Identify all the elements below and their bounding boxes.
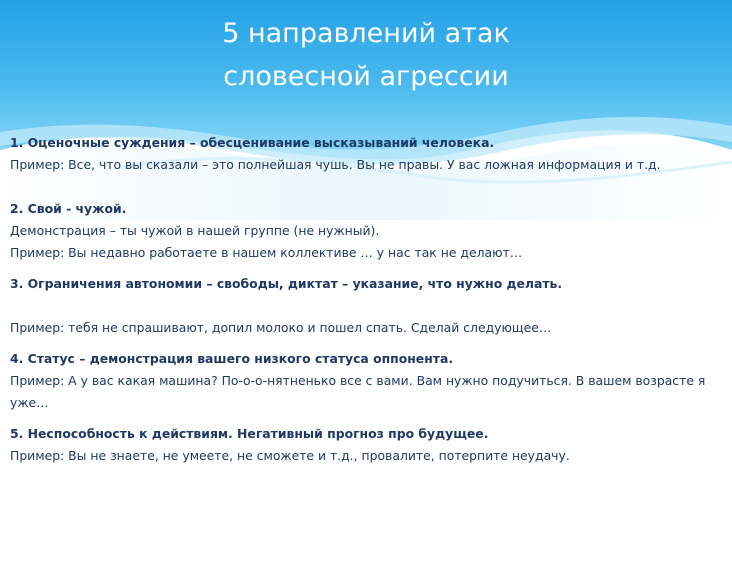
spacer xyxy=(10,176,722,198)
list-item-4 xyxy=(10,348,722,414)
spacer xyxy=(10,264,722,273)
slide-title-line-1: 5 направлений атак xyxy=(222,18,510,49)
item-heading: 1. Оценочные суждения – обесценивание высказываний человека. xyxy=(10,135,495,150)
item-heading: 4. Статус – демонстрация вашего низкого статуса оппонента. xyxy=(10,351,454,366)
item-description: Демонстрация – ты чужой в нашей группе (не нужный). xyxy=(10,223,380,238)
list-item-5 xyxy=(10,423,722,467)
list-item-1 xyxy=(10,132,722,176)
item-heading: 2. Свой - чужой. xyxy=(10,201,127,216)
spacer xyxy=(10,295,722,317)
list-item-3 xyxy=(10,273,722,339)
item-heading: 3. Ограничения автономии – свободы, диктат – указание, что нужно делать. xyxy=(10,276,563,291)
item-example: Пример: Все, что вы сказали – это полнейшая чушь. Вы не правы. У вас ложная информация и т.д. xyxy=(10,157,661,172)
attack-list xyxy=(10,132,722,467)
item-heading: 5. Неспособность к действиям. Негативный прогноз про будущее. xyxy=(10,426,489,441)
spacer xyxy=(10,339,722,348)
item-example: Пример: Вы недавно работаете в нашем коллективе … у нас так не делают… xyxy=(10,245,523,260)
item-example: Пример: Вы не знаете, не умеете, не сможете и т.д., провалите, потерпите неудачу. xyxy=(10,448,570,463)
item-example: Пример: тебя не спрашивают, допил молоко и пошел спать. Сделай следующее… xyxy=(10,320,552,335)
slide-title-line-2: словесной агрессии xyxy=(223,61,509,92)
item-example: Пример: А у вас какая машина? По-о-о-нятненько все с вами. Вам нужно подучиться. В вашем возрасте я уже… xyxy=(10,373,706,410)
spacer xyxy=(10,414,722,423)
slide-title xyxy=(0,12,732,98)
list-item-2 xyxy=(10,198,722,264)
